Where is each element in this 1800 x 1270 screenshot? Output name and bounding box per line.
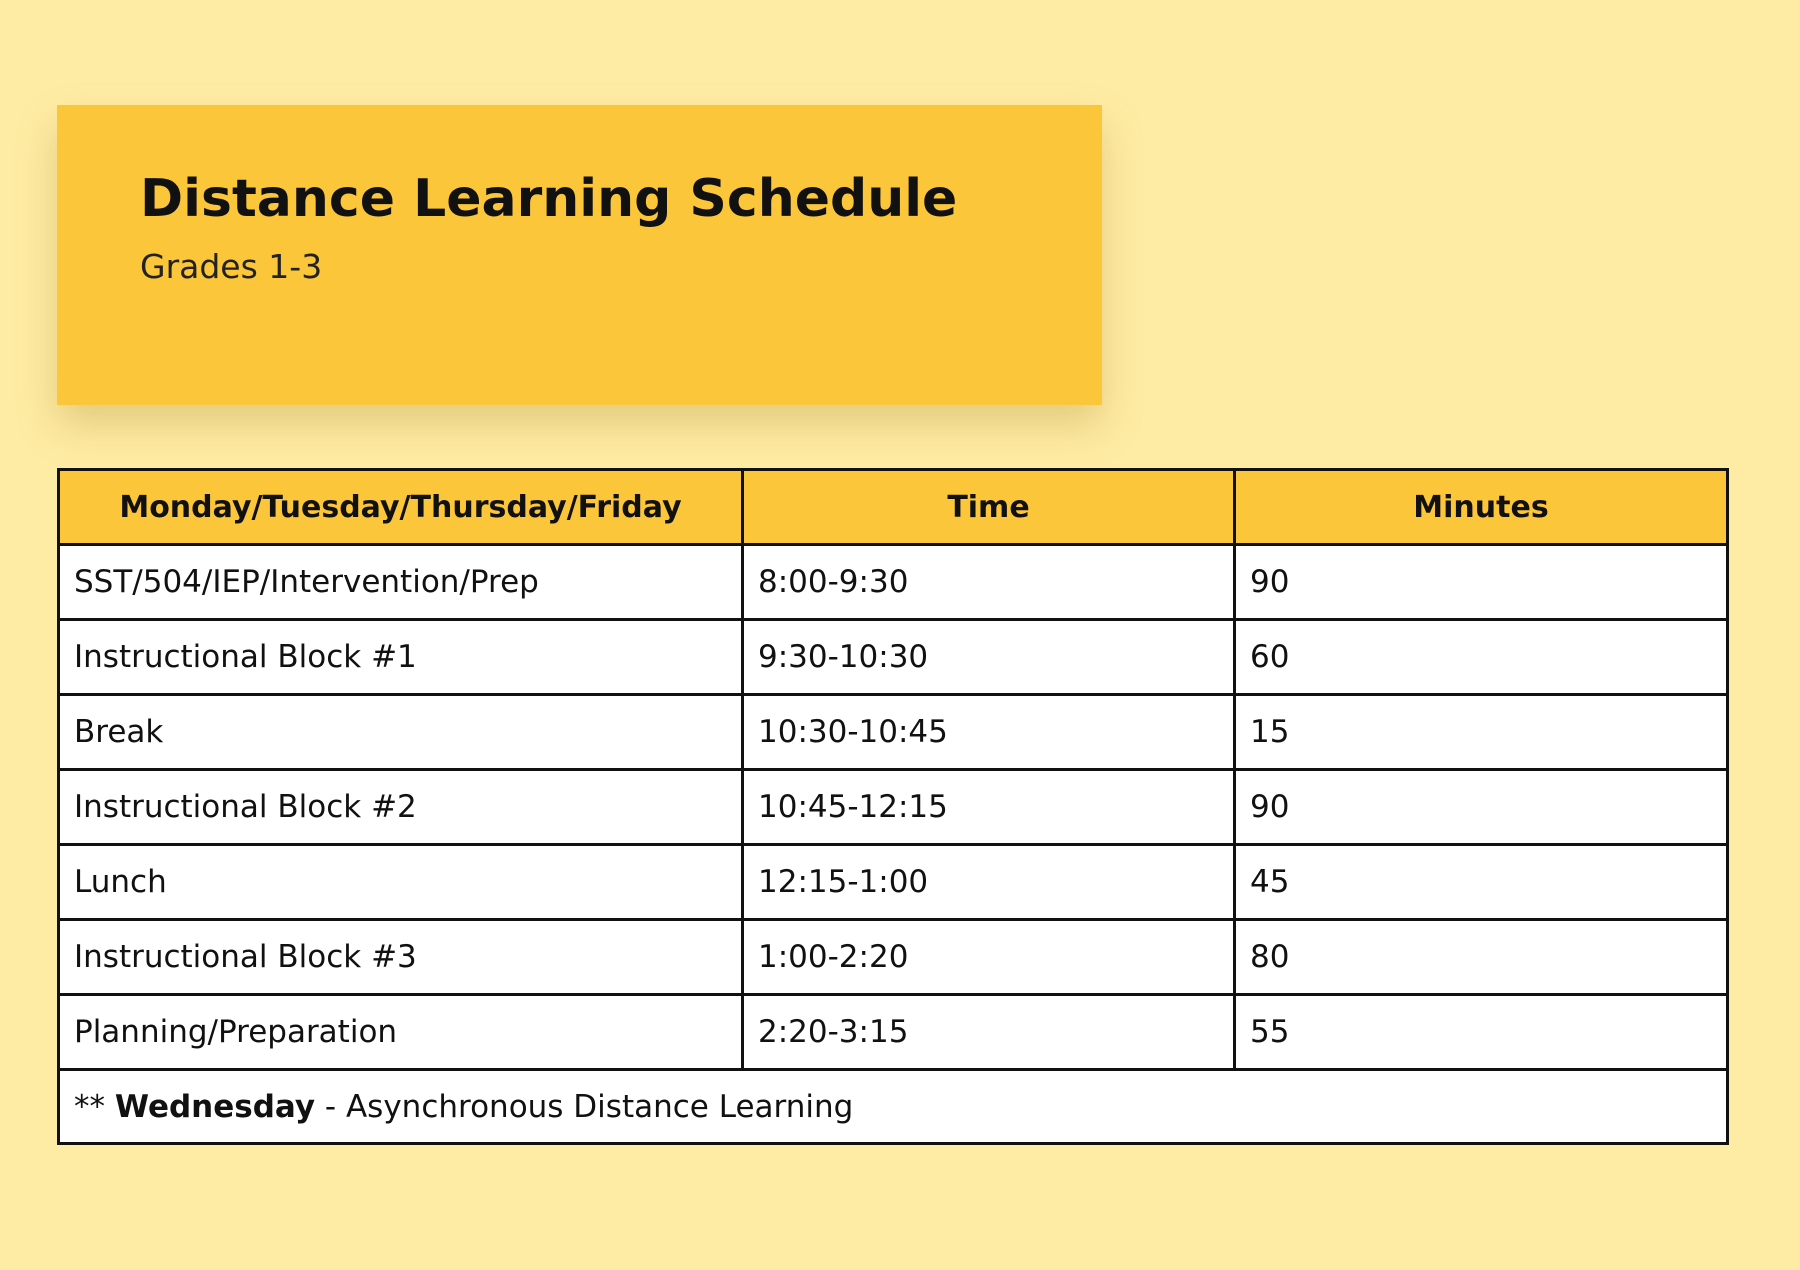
time-cell: 2:20-3:15 — [743, 995, 1235, 1070]
page-subtitle: Grades 1-3 — [140, 247, 323, 286]
activity-cell: Planning/Preparation — [59, 995, 743, 1070]
activity-cell: Lunch — [59, 845, 743, 920]
time-cell: 10:30-10:45 — [743, 695, 1235, 770]
table-row — [59, 620, 1728, 695]
column-header-minutes: Minutes — [1235, 470, 1728, 545]
minutes-cell: 55 — [1235, 995, 1728, 1070]
table-row — [59, 695, 1728, 770]
page-title: Distance Learning Schedule — [140, 169, 958, 229]
table-row — [59, 845, 1728, 920]
minutes-cell: 15 — [1235, 695, 1728, 770]
table-row — [59, 545, 1728, 620]
minutes-cell: 80 — [1235, 920, 1728, 995]
note-prefix: ** — [74, 1088, 115, 1125]
table-row — [59, 770, 1728, 845]
note-text: - Asynchronous Distance Learning — [315, 1088, 854, 1125]
time-cell: 10:45-12:15 — [743, 770, 1235, 845]
header-card — [57, 105, 1102, 405]
wednesday-note — [59, 1070, 1728, 1144]
time-cell: 12:15-1:00 — [743, 845, 1235, 920]
minutes-cell: 45 — [1235, 845, 1728, 920]
note-row — [59, 1070, 1728, 1144]
minutes-cell: 60 — [1235, 620, 1728, 695]
column-header-days: Monday/Tuesday/Thursday/Friday — [59, 470, 743, 545]
activity-cell: Instructional Block #1 — [59, 620, 743, 695]
column-header-time: Time — [743, 470, 1235, 545]
table-row — [59, 995, 1728, 1070]
minutes-cell: 90 — [1235, 545, 1728, 620]
schedule-table — [57, 468, 1729, 1145]
minutes-cell: 90 — [1235, 770, 1728, 845]
time-cell: 8:00-9:30 — [743, 545, 1235, 620]
activity-cell: Instructional Block #3 — [59, 920, 743, 995]
time-cell: 1:00-2:20 — [743, 920, 1235, 995]
note-day: Wednesday — [114, 1088, 316, 1125]
activity-cell: Instructional Block #2 — [59, 770, 743, 845]
activity-cell: SST/504/IEP/Intervention/Prep — [59, 545, 743, 620]
time-cell: 9:30-10:30 — [743, 620, 1235, 695]
table-row — [59, 920, 1728, 995]
table-header-row — [59, 470, 1728, 545]
activity-cell: Break — [59, 695, 743, 770]
